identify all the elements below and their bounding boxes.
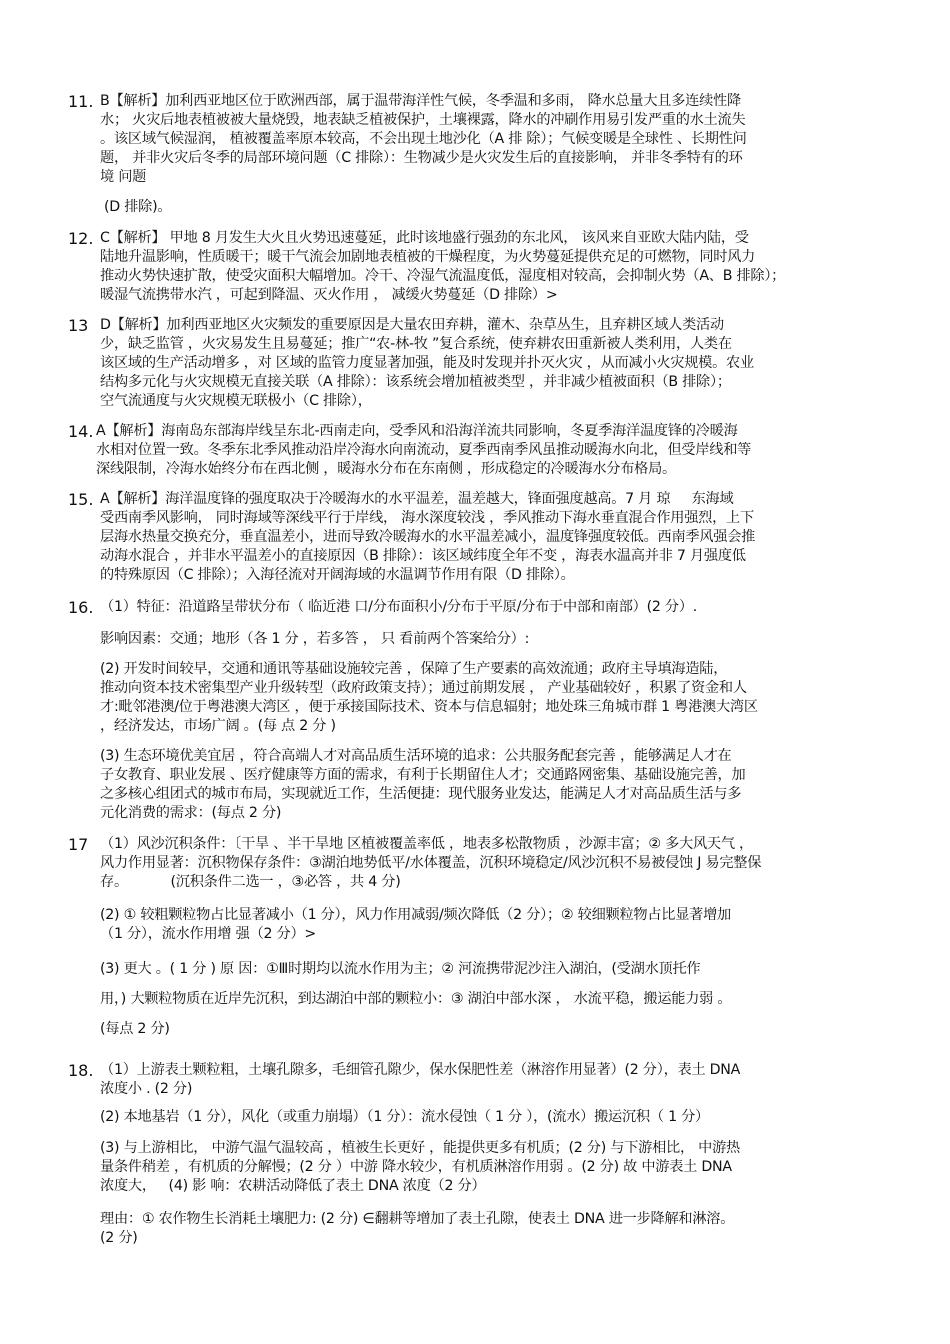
question-11-number: 11. (68, 92, 94, 111)
question-16-number: 16. (68, 598, 94, 617)
question-18-part-3: (3) 与上游相比， 中游气温气温较高 ，植被生长更好 ，能提供更多有机质；(2 分) 与下游相比， 中游热 量条件稍差 ，有机质的分解慢；(2 分 ）中游 降水较少，有机质淋溶作用弱 。(2 分) 故 中游表土 DNA 浓度大， (4) 影 响：农耕活动降低了表土 DNA 浓度（2 分） (100, 1140, 740, 1194)
question-15-answer: A【解析】海洋温度锋的强度取决于冷暖海水的水平温差，温差越大，锋面强度越高。7 月 琼 东海域 受西南季风影响， 同时海域等深线平行于岸线， 海水深度较浅 ，季风推动下海水垂直混合作用强烈，上下 层海水热量交换充分，垂直温差小，进而导致冷暖海水的水平温差减小，温度锋强度较低。西南季风强会推 动海水混合 ，并非水平温差小的直接原因（B 排除）：该区域纬度全年不变 ，海表水温高并非 7 月强度低 的特殊原因（C 排除）；入海径流对开阔海域的水温调节作用有限（D 排除）。 (100, 491, 756, 583)
question-18-part-2: (2) 本地基岩（1 分），风化（或重力崩塌）（1 分）：流水侵蚀（ 1 分 ），(流水）搬运沉积（ 1 分） (100, 1109, 709, 1125)
question-13-answer: D【解析】加利西亚地区火灾频发的重要原因是大量农田弃耕，灌木、杂草丛生，且弃耕区域人类活动 少，缺乏监管 ，火灾易发生且易蔓延；推广“农-林-牧 ”复合系统，使弃耕农田重新被人类利用，人类在 该区域的生产活动增多 ，对 区域的监管力度显著加强，能及时发现并扑灭火灾 ，从而减小火灾规模。农业 结构多元化与火灾规模无直接关联（A 排除）：该系统会增加植被类型 ，并非减少植被面积（B 排除）； 空气流通度与火灾规模无联极小（C 排除）， (100, 317, 754, 409)
question-12-answer: C【解析】 甲地 8 月发生大火且火势迅速蔓延，此时该地盛行强劲的东北风， 该风来自亚欧大陆内陆，受 陆地升温影响，性质暖干；暖干气流会加剧地表植被的干燥程度，为火势蔓延提供充足的可燃物，同时风力 推动火势快速扩散，使受灾面积大幅增加。冷干、冷湿气流温度低，湿度相对较高，会抑制火势（A、B 排除）； 暖湿气流携带水汽 ，可起到降温、灭火作用 ， 减缓火势蔓延（D 排除）> (100, 230, 786, 303)
question-14-answer: A【解析】海南岛东部海岸线呈东北-西南走向，受季风和沿海洋流共同影响，冬夏季海洋温度锋的冷暖海 水相对位置一致。冬季东北季风推动沿岸冷海水向南流动，夏季西南季风虽推动暖海水向北，但受岸线和等 深线限制，冷海水始终分布在西北侧 ，暖海水分布在东南侧 ，形成稳定的冷暖海水分布格局。 (96, 423, 752, 477)
question-15-number: 15. (68, 490, 94, 509)
question-17-scoring: (每点 2 分) (100, 1021, 170, 1037)
question-17-part-1: （1）风沙沉积条件：〔干旱 、半干旱地 区植被覆盖率低 ，地表多松散物质 ，沙源丰富；② 多大风天气 ， 风力作用显著：沉积物保存条件：③湖泊地势低平/水体覆盖，沉积环境稳定/风沙沉积不易被侵蚀 J 易完整保 存。 (沉积条件二选一 ，③必答 ，共 4 分) (100, 836, 762, 890)
question-11-tail: (D 排除)。 (104, 199, 172, 215)
question-18-number: 18. (68, 1061, 94, 1080)
question-18-reason: 理由：① 农作物生长消耗土壤肥力: (2 分) ∈翻耕等增加了表土孔隙，使表土 DNA 进一步降解和淋溶。 (2 分) (100, 1211, 735, 1246)
question-16-part-2: (2) 开发时间较早，交通和通讯等基础设施较完善 ，保障了生产要素的高效流通；政府主导填海造陆， 推动向资本技术密集型产业升级转型（政府政策支持）；通过前期发展 ， 产业基础较好 ，积累了资金和人 才:毗邻港澳/位于粤港澳大湾区 ，便于承接国际技术、资本与信息辐射；地处珠三角城市群 1 粤港澳大湾区 ，经济发达，市场广阔 。(每 点 2 分 ) (100, 661, 758, 734)
question-12-number: 12. (68, 229, 94, 248)
question-18-part-1: （1）上游表土颗粒粗，土壤孔隙多，毛细管孔隙少，保水保肥性差（淋溶作用显著）(2 分），表土 DNA 浓度小 . (2 分) (100, 1062, 741, 1097)
question-16-part-1: （1）特征：沿道路呈带状分布（ 临近港 口/分布面积小/分布于平原/分布于中部和南部）(2 分）. (100, 599, 698, 615)
question-17-part-2: (2) ① 较粗颗粒物占比显著减小（1 分），风力作用减弱/频次降低（2 分）；② 较细颗粒物占比显著增加 （1 分），流水作用增 强（2 分）> (100, 907, 731, 942)
question-17-part-3: (3) 更大 。( 1 分 ) 原 因：①Ⅲ时期均以流水作用为主；② 河流携带泥沙注入湖泊，(受湖水顶托作 (100, 961, 701, 977)
question-11-answer: B【解析】加利西亚地区位于欧洲西部，属于温带海洋性气候，冬季温和多雨， 降水总量大且多连续性降 水； 火灾后地表植被被大量烧毁，地表缺乏植被保护，土壤裸露，降水的冲刷作用易引发严重的水土流失 。该区域气候湿润， 植被覆盖率原本较高，不会出现土地沙化（A 排 除）；气候变暖是全球性 、长期性问 题， 并非火灾后冬季的局部环境问题（C 排除）：生物减少是火灾发生后的直接影响， 并非冬季特有的环 境 问题 (100, 93, 747, 185)
question-16-part-3: (3) 生态环境优美宜居 ，符合高端人才对高品质生活环境的追求：公共服务配套完善 ，能够满足人才在 子女教育、职业发展 、医疗健康等方面的需求，有利于长期留住人才；交通路网密集、基础设施完善，加 之多核心组团式的城市布局，实现就近工作，生活便捷：现代服务业发达，能满足人才对高品质生活与多 元化消费的需求：(每点 2 分) (100, 748, 746, 821)
question-14-number: 14. (68, 422, 94, 441)
question-17-part-3-cont: 用，) 大颗粒物质在近岸先沉积，到达湖泊中部的颗粒小：③ 湖泊中部水深 ， 水流平稳，搬运能力弱 。 (100, 991, 732, 1007)
question-17-number: 17 (68, 835, 89, 854)
question-13-number: 13 (68, 316, 89, 335)
question-16-factors: 影响因素：交通；地形（各 1 分 ，若多答 ， 只 看前两个答案给分）: (100, 631, 530, 647)
